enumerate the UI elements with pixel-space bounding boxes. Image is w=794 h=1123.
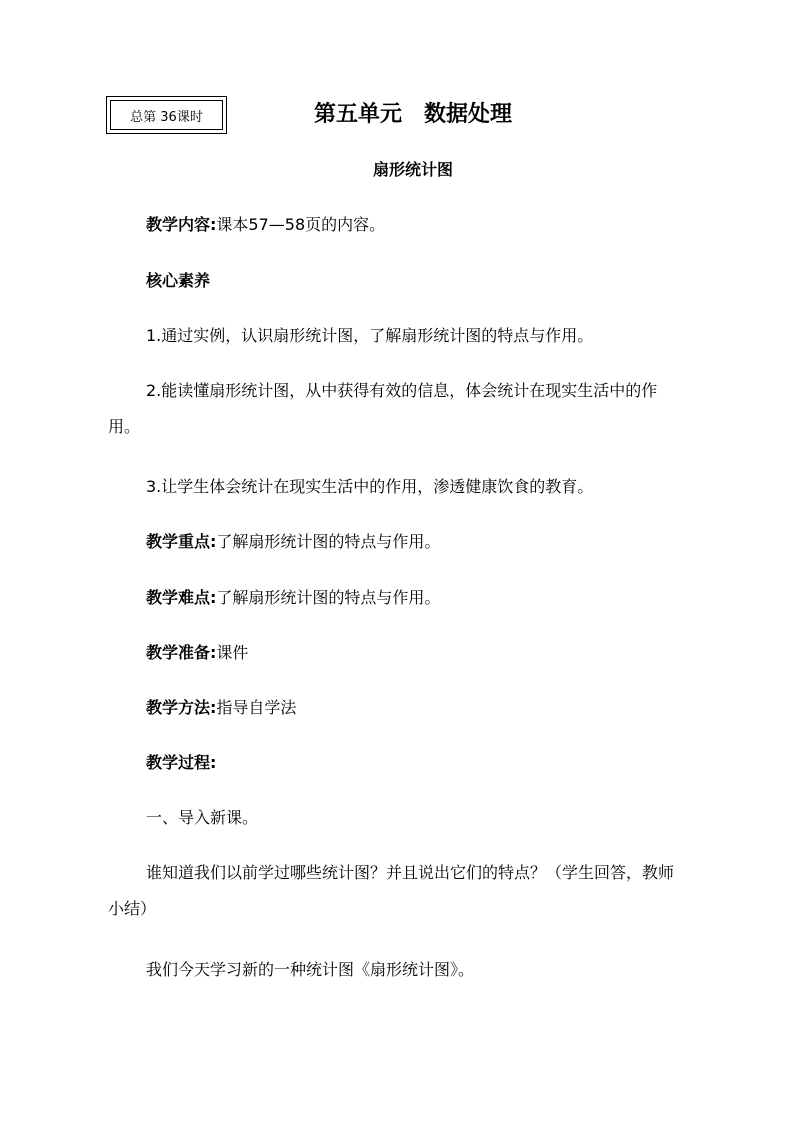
core-literacy-heading: 核心素养 (146, 271, 211, 290)
preparation-label: 教学准备: (146, 643, 217, 662)
process-heading: 教学过程: (146, 753, 217, 772)
method-label: 教学方法: (146, 698, 217, 717)
question-paragraph: 谁知道我们以前学过哪些统计图？并且说出它们的特点？（学生回答，教师小结） (108, 863, 675, 918)
difficulty-text: 了解扇形统计图的特点与作用。 (216, 588, 441, 607)
key-point-label: 教学重点: (146, 532, 217, 551)
lesson-number-label: 总第 36课时 (110, 100, 223, 130)
goal-2: 2.能读懂扇形统计图，从中获得有效的信息，体会统计在现实生活中的作用。 (108, 381, 658, 436)
key-point-paragraph (108, 524, 680, 560)
section-1-heading: 一、导入新课。 (146, 808, 259, 827)
lesson-subtitle: 扇形统计图 (372, 160, 453, 179)
difficulty-paragraph (108, 580, 680, 616)
goal-1: 1.通过实例，认识扇形统计图，了解扇形统计图的特点与作用。 (146, 326, 594, 345)
method-paragraph (108, 690, 680, 726)
preparation-text: 课件 (216, 643, 249, 662)
teaching-content-paragraph (108, 207, 680, 243)
preparation-paragraph (108, 635, 680, 671)
key-point-text: 了解扇形统计图的特点与作用。 (216, 532, 441, 551)
goal-3: 3.让学生体会统计在现实生活中的作用，渗透健康饮食的教育。 (146, 477, 594, 496)
teaching-content-text: 课本57—58页的内容。 (216, 215, 386, 234)
teaching-content-label: 教学内容: (146, 215, 217, 234)
intro-paragraph: 我们今天学习新的一种统计图《扇形统计图》。 (146, 960, 475, 979)
method-text: 指导自学法 (216, 698, 297, 717)
unit-title: 第五单元 数据处理 (313, 102, 512, 127)
difficulty-label: 教学难点: (146, 588, 217, 607)
